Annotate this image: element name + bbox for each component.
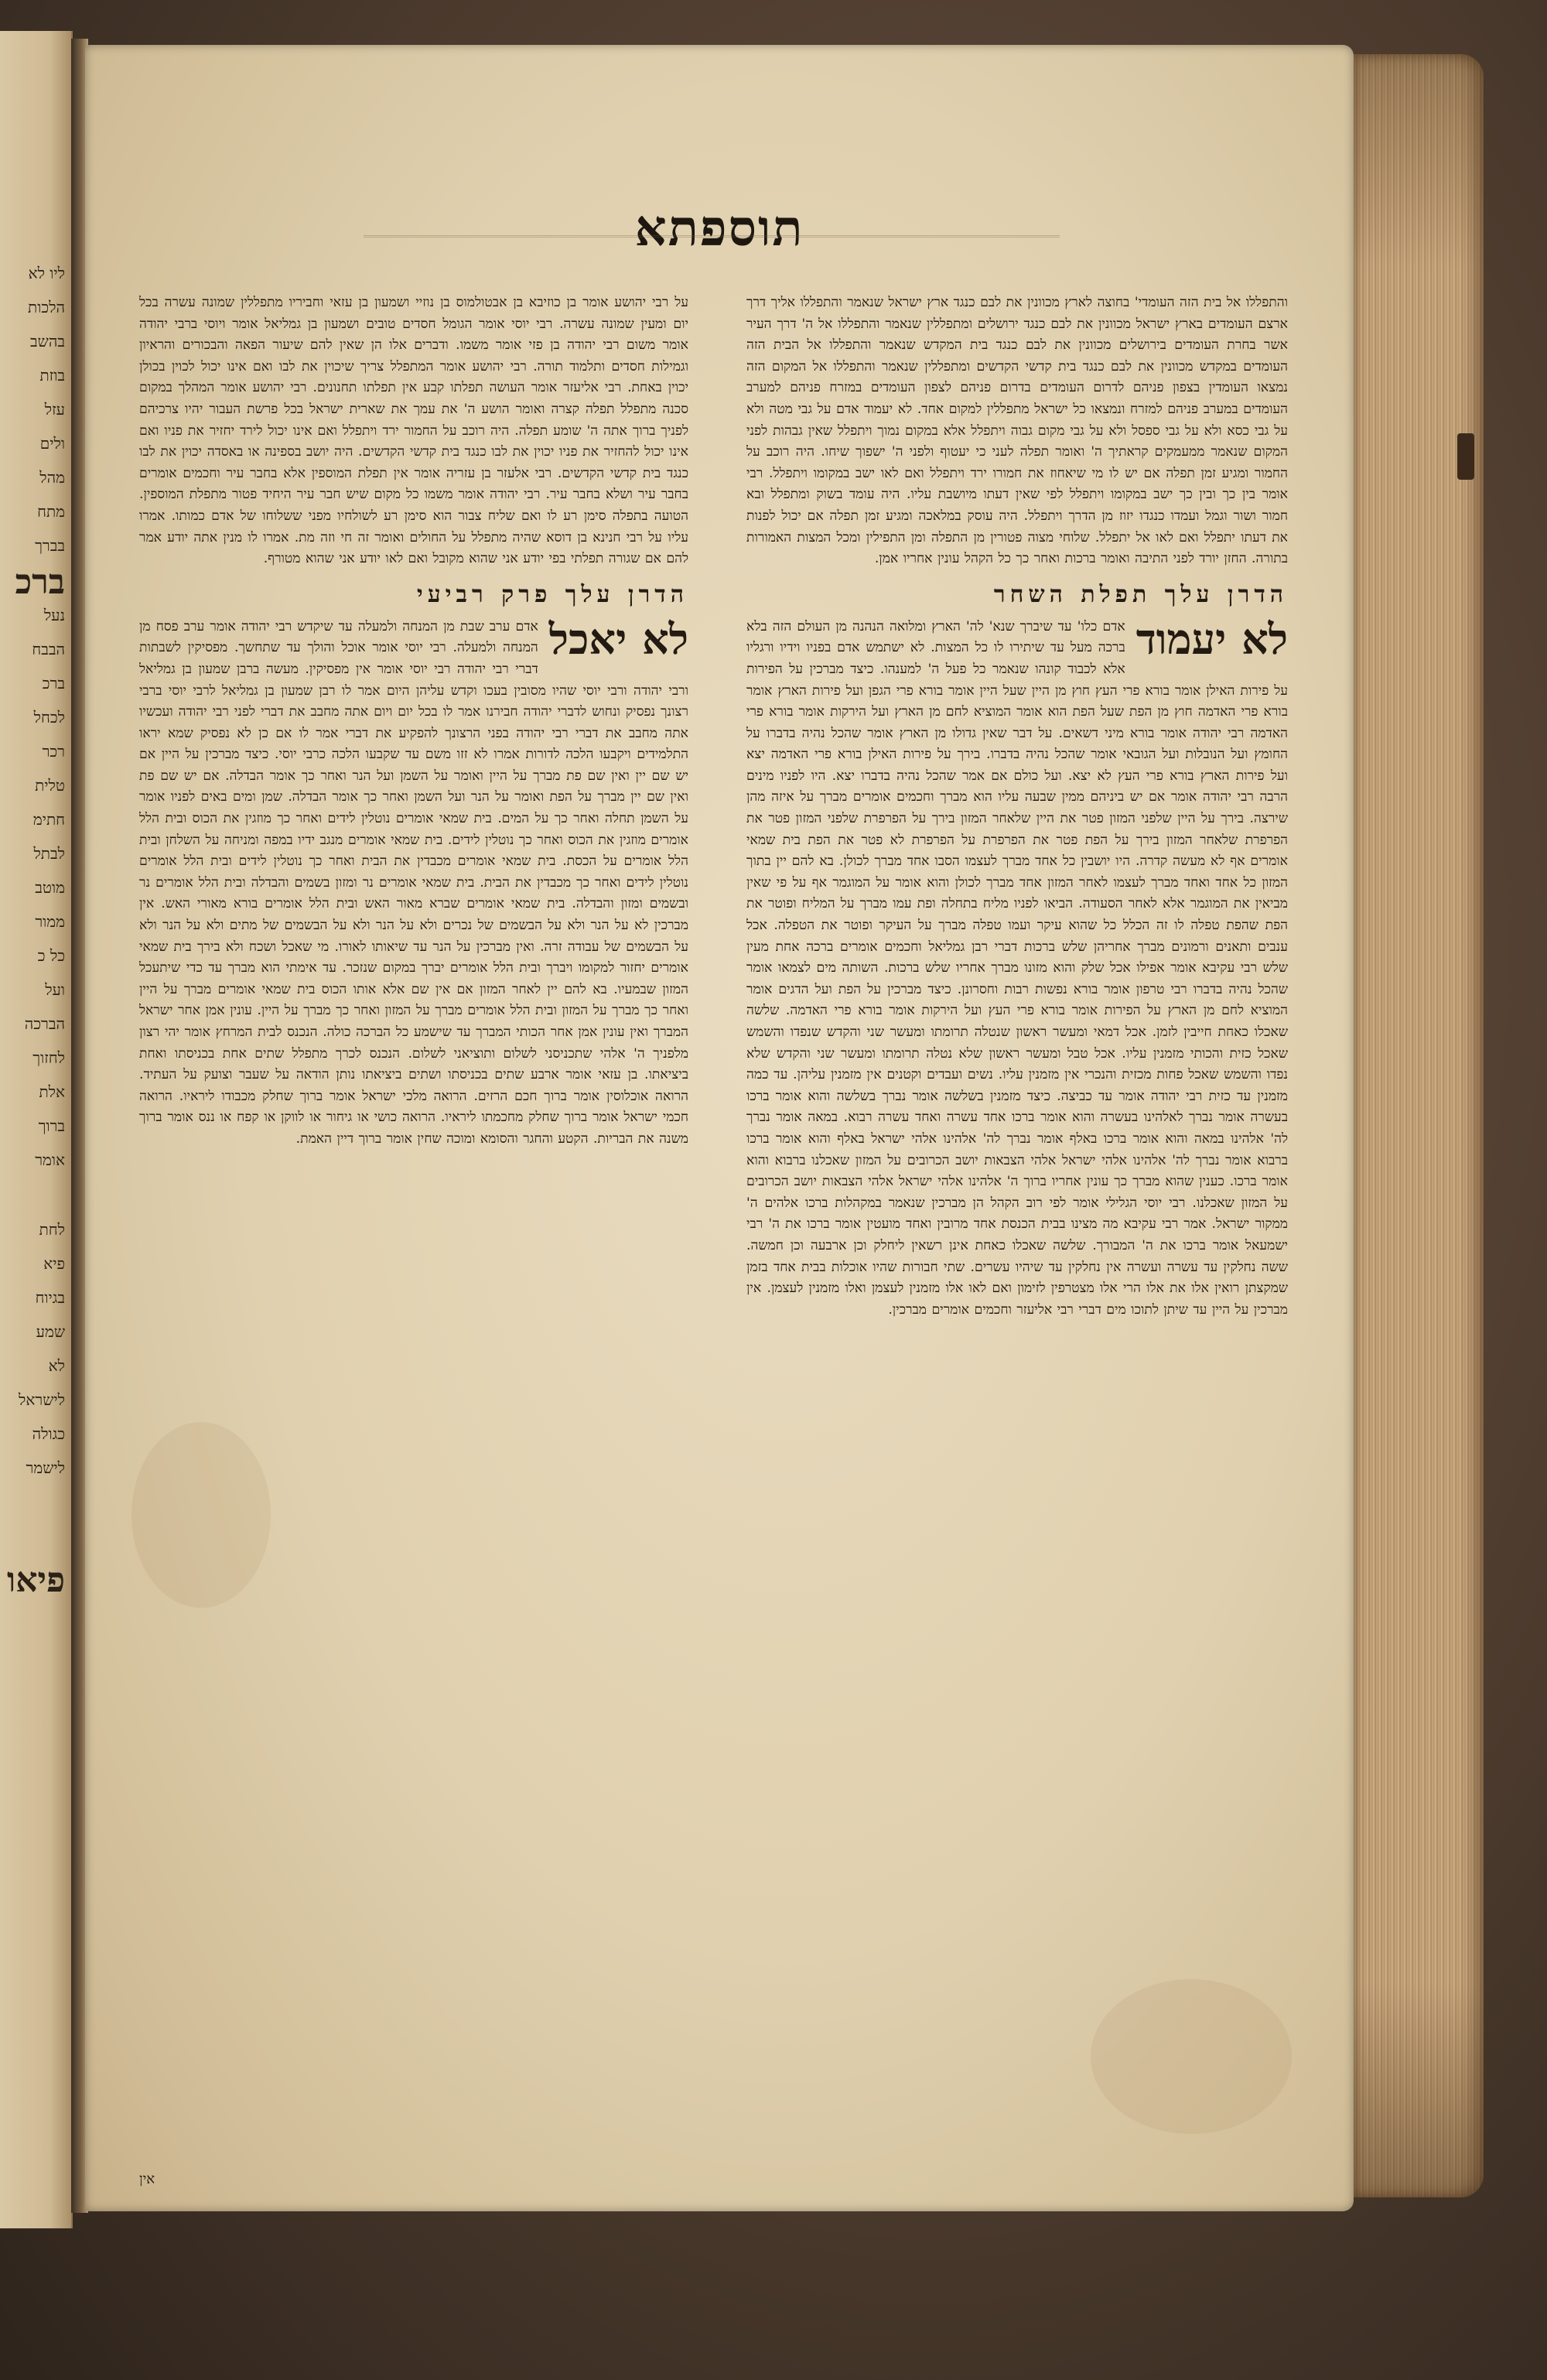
fore-edge-shading bbox=[1352, 54, 1484, 2197]
running-head: תוספתא bbox=[634, 200, 804, 258]
left-page-fragment: ברוך bbox=[38, 1116, 65, 1135]
left-page-fragment: ולים bbox=[39, 434, 65, 453]
left-page-fragment: ברכ bbox=[42, 674, 65, 692]
left-page-fragment: רכר bbox=[42, 742, 65, 761]
left-page-fragment: חתימ bbox=[32, 810, 65, 829]
left-text-column bbox=[139, 292, 688, 2072]
paragraph: על רבי יהושע אומר בן כוזיבא בן אבטולמוס בן נוזיי ושמעון בן עזאי וחביריו מתפללין שמונה עשרה בכל יום ומעין שמונה עשרה. רבי יוסי אומר הגומל חסדים טובים ושמעון בן גמליאל אומר ויוסי ברבי יהודה אומר משום רבי יהודה בן פזי אומר משמו. ודברים אלו הן שאין להם שיעור הפאה והבכורים והראיון וגמילות חסדים ותלמוד תורה. רבי יהושע אומר המתפלל צריך שיכוין את לבו ואם אינו יכול לכוין בכולן יכוין באחת. רבי אליעזר אומר העושה תפלתו קבע אין תפלתו תחנונים. רבי יהושע אומר המהלך במקום סכנה מתפלל תפלה קצרה ואומר הושע ה' את עמך את שארית ישראל בכל פרשת העבור יהיו צרכיהם לפניך ברוך אתה ה' שומע תפלה. היה רוכב על החמור ירד ויתפלל ואם אינו יכול לירד יחזיר את פניו ואם אינו יכול להחזיר את פניו יכוין את לבו כנגד בית קדשי הקדשים. היה יושב בספינה או באסדה יכוין את לבו כנגד בית קדשי הקדשים. רבי אלעזר בן עזריה אומר אין תפלת המוספין אלא בחבר עיר וחכמים אומרים בחבר עיר ושלא בחבר עיר. רבי יהודה אומר משמו כל מקום שיש חבר עיר היחיד פטור מתפלת המוספין. הטועה בתפלה סימן רע לו ואם שליח צבור הוא סימן רע לשולחיו מפני ששלוחו של אדם כמותו. אמרו עליו על רבי חנינא בן דוסא שהיה מתפלל על החולים ואומר זה חי וזה מת. אמרו לו מנין אתה יודע אמר להם אם שגורה תפלתי בפי יודע אני שהוא מקובל ואם לאו יודע אני שהוא מטורף. bbox=[139, 295, 688, 567]
left-page-heading-fragment: ברכ bbox=[15, 563, 65, 602]
left-page-fragment: בגיוח bbox=[35, 1288, 65, 1307]
left-page-fragment: שמע bbox=[36, 1322, 65, 1341]
show-through-text bbox=[364, 235, 1060, 251]
left-page-fragment: ממור bbox=[35, 912, 65, 931]
left-page-fragment: לישמר bbox=[26, 1458, 65, 1477]
left-page-fragment: עזל bbox=[44, 400, 65, 419]
paragraph: והתפללו אל בית הזה העומדי' בחוצה לארץ מכוונין את לבם כנגד ארץ ישראל שנאמר והתפללו אליך דרך ארצם העומדים בארץ ישראל מכוונין את לבם כנגד ירושלים ומתפללין שנאמר והתפללו אל ה' דרך העיר אשר בחרת העומדים בירושלים מכוונין את לבם כנגד בית המקדש שנאמר והתפללו אל הבית הזה העומדים במקדש מכוונין את לבם כנגד בית קדשי הקדשים ומתפללין שנאמר והתפללו אל המקום הזה נמצאו העומדין בצפון פניהם לדרום העומדים בדרום פניהם לצפון העומדים במזרח פניהם למערב העומדים במערב פניהם למזרח ונמצאו כל ישראל מתפללין למקום אחד. לא יעמוד אדם על גבי מטה ולא על גבי כסא ולא על גבי ספסל ולא על גבי מקום גבוה ויתפלל אלא במקום נמוך ויתפלל שאין גבהות לפני המקום שנאמר ממעמקים קראתיך ה' ואומר תפלה לעני כי יעטוף ולפני ה' ישפוך שיחו. היה רוכב על החמור ומגיע זמן תפלה אם יש לו מי שיאחוז את חמורו ירד ויתפלל ואם לאו ישב במקומו ויתפלל. רבי אומר בין כך ובין כך ישב במקומו ויתפלל לפי שאין דעתו מיושבת עליו. היה עומד בשוק ומתפלל ובא חמור ושור וגמל ועמדו כנגדו יזוז מן הדרך ויתפלל. היה עוסק במלאכה ומגיע זמן תפלה אם יכול לפנות את דעתו יתפלל ואם לאו אל יתפלל. שלוחי מצוה פטורין מן התפלה ומן התפילין ומכל המצות האמורות בתורה. החזן יורד לפני התיבה ואומר ברכות ואחר כך כל הקהל עונין אחריו אמן. bbox=[746, 295, 1288, 567]
opening-words: לא יעמוד bbox=[1135, 614, 1288, 664]
left-page-fragment: מהל bbox=[39, 468, 65, 487]
left-page-fragment: לא bbox=[48, 1356, 65, 1375]
left-page-fragment: נעל bbox=[43, 606, 65, 624]
left-page-heading-fragment: פיאו bbox=[7, 1561, 65, 1600]
left-page-fragment: אלת bbox=[39, 1082, 65, 1101]
section-heading: הדרן עלך תפלת השחר bbox=[993, 580, 1288, 608]
left-page-fragment: לכחל bbox=[33, 708, 65, 727]
left-page-fragment: טלית bbox=[35, 776, 65, 795]
main-page bbox=[85, 45, 1354, 2211]
paragraph bbox=[139, 614, 688, 1151]
opening-words: לא יאכל bbox=[548, 614, 688, 664]
left-page-fragment: פיא bbox=[43, 1254, 65, 1273]
right-text-column bbox=[746, 292, 1288, 2072]
left-page-fragment: אומר bbox=[35, 1151, 65, 1169]
left-page-fragment: לחת bbox=[39, 1220, 65, 1239]
left-page-fragment: לבתל bbox=[33, 844, 65, 863]
left-page-fragment: הברכה bbox=[24, 1014, 65, 1033]
paragraph-text: אדם ערב שבת מן המנחה ולמעלה עד שיקדש רבי יהודה אומר ערב פסח מן המנחה ולמעלה. רבי יוסי אומר אוכל והולך עד שתחשך. מפסיקין לשבתות דברי רבי יהודה רבי יוסי אומר אין מפסיקין. מעשה ברבן שמעון בן גמליאל ורבי יהודה ורבי יוסי שהיו מסובין בעכו וקדש עליהן היום אמר לו רבן שמעון בן גמליאל לרבי יוסי ברבי רצונך נפסיק ונחוש לדברי יהודה חבירנו אמר לו בכל יום ויום אתה מחבב את דברי לפני רבי יהודה ועכשיו אתה מחבב את דברי רבי יהודה בפני הרצונך להפקיע את דברי אמר לו אם כן לא נפסיק שמא יראו התלמידים ויקבעו הלכה לדורות אמרו לא זזו משם עד שקבעו הלכה כרבי יוסי. כיצד מברכין על היין אם יש שם יין ואין שם פת מברך על היין ואומר על השמן ועל הנר ואחר כך אומר הבדלה. אם יש שם פת ואין שם יין מברך על הפת ואומר על הנר ועל השמן ואחר כך אומר הבדלה. שמן ומים באים לפניו אומר על השמן תחלה ואחר כך על המים. בית שמאי אומרים נוטלין לידים ואחר כך מוזגין את הכוס ובית הלל אומרים מוזגין את הכוס ואחר כך נוטלין לידים. בית שמאי אומרים מנגב ידיו במפה ומניחה על השלחן ובית הלל אומרים על הכסת. בית שמאי אומרים מכבדין את הבית ואחר כך נוטלין לידים ובית הלל אומרים נוטלין לידים ואחר כך מכבדין את הבית. בית שמאי אומרים נר ומזון בשמים והבדלה ובית הלל אומרים נר ובשמים ומזון והבדלה. בית שמאי אומרים שברא מאור האש ובית הלל אומרים בורא מאורי האש. אין מברכין לא על הנר ולא על הבשמים של נכרים ולא על הנר ולא על הבשמים של מתים ולא על הנר ולא על הבשמים של עבודה זרה. ואין מברכין על הנר עד שיאותו לאורו. מי שאכל ושכח ולא בירך בית שמאי אומרים יחזור למקומו ויברך ובית הלל אומרים יברך במקום שנזכר. עד אימתי הוא מברך עד כדי שיתעכל המזון שבמעיו. בא להם יין לאחר המזון אם אין שם אלא אותו הכוס בית שמאי אומרים מברך על היין ואחר כך מברך על המזון ובית הלל אומרים מברך על המזון ואחר כך מברך על היין. עונין אמן אחר ישראל המברך ואין עונין אמן אחר הכותי המברך עד שישמע כל הברכה כולה. הנכנס לבית המרחץ אומר יהי רצון מלפניך ה' אלהי שתכניסני לשלום ותוציאני לשלום. הנכנס לכרך מתפלל שתים אחת בכניסתו ואחת ביציאתו. בן עזאי אומר ארבע שתים בכניסתו ושתים ביציאתו נותן הודאה על שעבר וצועק על העתיד. הרואה אוכלוסין אומר ברוך חכם הרזים. הרואה מלכי ישראל אומר ברוך שחלק מכבודו ליראיו. הרואה חכמי ישראל אומר ברוך שחלק מחכמתו ליראיו. הרואה כושי או גיחור או לווקן או קפח או ננס אומר ברוך משנה את הבריות. הקטע והחגר והסומא ומוכה שחין אומר ברוך דיין האמת. bbox=[139, 618, 688, 1147]
left-page-fragment: הבבח bbox=[32, 640, 65, 658]
left-page-fragment: בהשב bbox=[30, 332, 65, 351]
left-page-fragment: מתח bbox=[37, 502, 65, 521]
left-page-fragment: הלכות bbox=[28, 298, 65, 316]
left-page-fragment: מוטב bbox=[35, 878, 65, 897]
left-page-fragment: ועל bbox=[45, 980, 65, 999]
paragraph bbox=[746, 614, 1288, 1322]
left-page-fragment: לישראל bbox=[19, 1390, 65, 1409]
catchword: אין bbox=[139, 2171, 155, 2187]
left-page-edge bbox=[0, 31, 73, 2228]
left-page-fragment: לחזוך bbox=[32, 1048, 65, 1067]
left-page-fragment: כל כ bbox=[37, 946, 65, 965]
binding-clip bbox=[1457, 433, 1474, 480]
paragraph-text: אדם כלו' עד שיברך שנא' לה' הארץ ומלואה הנהנה מן העולם הזה בלא ברכה מעל עד שיתירו לו כל המצות. לא ישתמש אדם בפניו וידיו ורגליו אלא לכבוד קונהו שנאמר כל פעל ה' למענהו. כיצד מברכין על הפירות על פירות האילן אומר בורא פרי העץ חוץ מן היין שעל היין אומר בורא פרי הגפן ועל פירות הארץ אומר בורא פרי האדמה חוץ מן הפת שעל הפת הוא אומר המוציא לחם מן הארץ ועל הירקות אומר בורא פרי האדמה רבי יהודה אומר בורא מיני דשאים. על דבר שאין גדולו מן הארץ אומר שהכל נהיה בדברו על החומץ ועל הנובלות ועל הגובאי אומר שהכל נהיה בדברו. בירך על פירות האילן בורא פרי האדמה יצא ועל פירות הארץ בורא פרי העץ לא יצא. ועל כולם אם אמר שהכל נהיה בדברו יצא. היו לפניו מינים הרבה רבי יהודה אומר אם יש ביניהם ממין שבעה עליו הוא מברך וחכמים אומרים מברך על איזה מהן שירצה. בירך על היין שלפני המזון פטר את היין שלאחר המזון בירך על הפרפרת שלפני המזון פטר את הפרפרת שלאחר המזון בירך על הפת פטר את הפרפרת על הפרפרת לא פטר את הפת בית שמאי אומרים אף לא מעשה קדרה. היו יושבין כל אחד מברך לעצמו הסבו אחד מברך לכולן. בא להם יין בתוך המזון כל אחד ואחד מברך לעצמו לאחר המזון אחד מברך לכולן והוא אומר על המוגמר אף על פי שאין מביאין את המוגמר אלא לאחר הסעודה. הביאו לפניו מליח בתחלה ופת עמו מברך על המליח ופוטר את הפת שהפת טפלה לו זה הכלל כל שהוא עיקר ועמו טפלה מברך על העיקר ופוטר את הטפלה. אכל ענבים ותאנים ורמונים מברך אחריהן שלש ברכות דברי רבן גמליאל וחכמים אומרים ברכה אחת מעין שלש רבי עקיבא אומר אפילו אכל שלק והוא מזונו מברך אחריו שלש ברכות. השותה מים לצמאו אומר שהכל נהיה בדברו רבי טרפון אומר בורא נפשות רבות וחסרונן. כיצד מברכין על הפת ועל הדגים אומר המוציא לחם מן הארץ על הפירות אומר בורא פרי העץ ועל הירקות אומר בורא פרי האדמה. שלשה שאכלו כאחת חייבין לזמן. אכל דמאי ומעשר ראשון שנטלה תרומתו ומעשר שני והקדש שנפדו והשמש שאכל כזית והכותי מזמנין עליו. אכל טבל ומעשר ראשון שלא נטלה תרומתו ומעשר שני והקדש שלא נפדו והשמש שאכל פחות מכזית והנכרי אין מזמנין עליו. נשים ועבדים וקטנים אין מזמנין עליהן. עד כמה מזמנין עד כזית רבי יהודה אומר עד כביצה. כיצד מזמנין בשלשה אומר נברך בשלשה והוא אומר ברכו בעשרה אומר נברך לאלהינו בעשרה והוא אומר ברכו אחד עשרה ואחד עשרה רבוא. במאה אומר נברך לה' אלהינו במאה והוא אומר ברכו באלף אומר נברך לה' אלהינו אלהי ישראל באלף והוא אומר ברכו ברבוא אומר נברך לה' אלהינו אלהי ישראל אלהי הצבאות יושב הכרובים על המזון שאכלנו ברבוא והוא אומר ברכו. כענין שהוא מברך כך עונין אחריו ברוך ה' אלהינו אלהי ישראל אלהי הצבאות יושב הכרובים על המזון שאכלנו. רבי יוסי הגלילי אומר לפי רוב הקהל הן מברכין שנאמר במקהלות ברכו אלהים ה' ממקור ישראל. אמר רבי עקיבא מה מצינו בבית הכנסת אחד מרובין ואחד מועטין אומר ברכו את ה' רבי ישמעאל אומר ברכו את ה' המבורך. שלשה שאכלו כאחת אינן רשאין ליחלק וכן ארבעה וכן חמשה. ששה נחלקין עד עשרה ועשרה אין נחלקין עד שיהיו עשרים. שתי חבורות שהיו אוכלות בבית אחד בזמן שמקצתן רואין אלו את אלו הרי אלו מצטרפין לזימון ואם לאו אלו מזמנין לעצמן ואלו מזמנין לעצמן. אין מברכין על היין עד שיתן לתוכו מים דברי רבי אליעזר וחכמים אומרים מברכין. bbox=[746, 618, 1288, 1318]
left-page-fragment: כגולה bbox=[32, 1424, 65, 1443]
left-page-fragment: בברך bbox=[35, 536, 65, 555]
left-page-fragment: בוזת bbox=[39, 366, 65, 385]
left-page-fragment: ליו לא bbox=[28, 264, 65, 282]
section-heading: הדרן עלך פרק רביעי bbox=[416, 580, 688, 608]
